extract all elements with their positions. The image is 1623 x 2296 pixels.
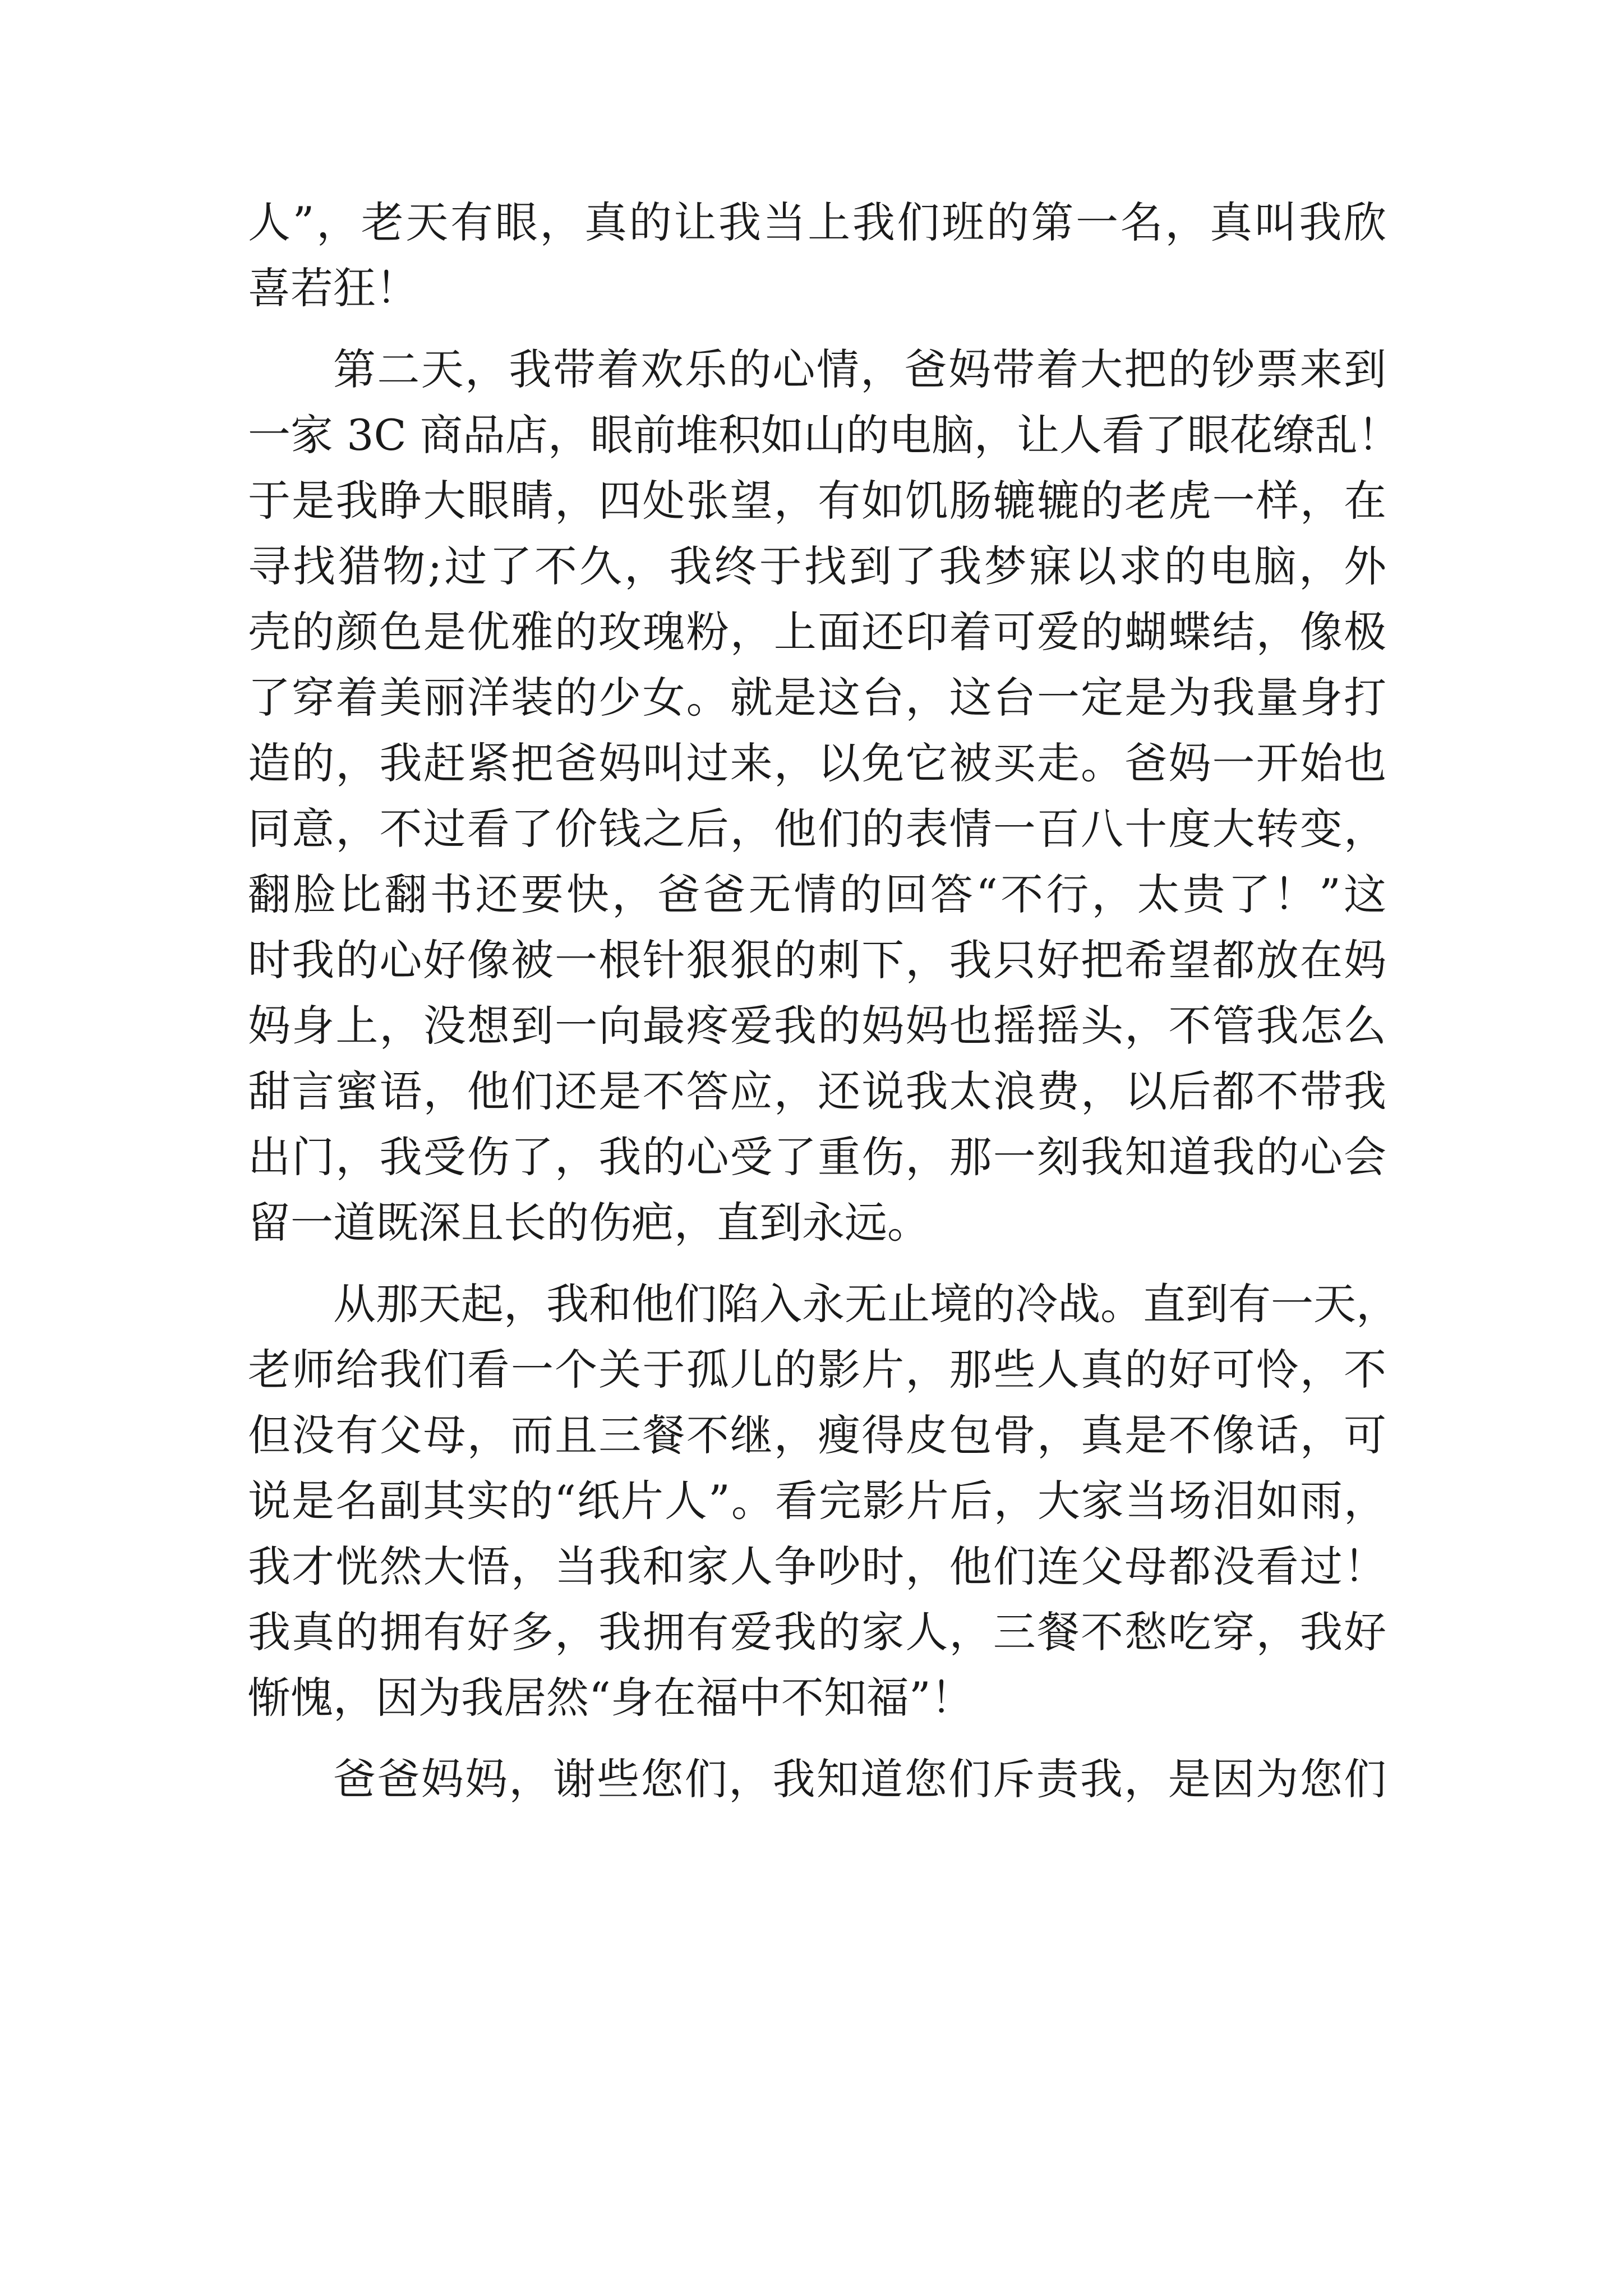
text-line: 妈身上，没想到一向最疼爱我的妈妈也摇摇头，不管我怎么 (248, 1001, 1386, 1051)
text-line: 惭愧，因为我居然“身在福中不知福”！ (248, 1673, 974, 1723)
document-body (248, 190, 1400, 1812)
text-line: 时我的心好像被一根针狠狠的刺下，我只好把希望都放在妈 (248, 935, 1386, 985)
text-line: 于是我睁大眼睛，四处张望，有如饥肠辘辘的老虎一样，在 (248, 476, 1386, 526)
text-line: 留一道既深且长的伤疤，直到永远。 (248, 1198, 930, 1248)
paragraph-first-line: 从那天起，我和他们陷入永无止境的冷战。直到有一天， (333, 1279, 1399, 1329)
text-line: 老师给我们看一个关于孤儿的影片，那些人真的好可怜，不 (248, 1345, 1386, 1395)
text-line: 喜若狂！ (248, 263, 418, 313)
text-line: 我才恍然大悟，当我和家人争吵时，他们连父母都没看过！ (248, 1542, 1386, 1591)
text-line: 造的，我赶紧把爸妈叫过来，以免它被买走。爸妈一开始也 (248, 738, 1386, 788)
text-line: 翻脸比翻书还要快，爸爸无情的回答“不行，太贵了！”这 (248, 869, 1386, 919)
text-line: 一家 3C 商品店，眼前堆积如山的电脑，让人看了眼花缭乱！ (248, 410, 1400, 460)
text-line: 甜言蜜语，他们还是不答应，还说我太浪费，以后都不带我 (248, 1066, 1386, 1116)
paragraph-first-line: 爸爸妈妈，谢些您们，我知道您们斥责我，是因为您们 (333, 1754, 1386, 1804)
text-line: 我真的拥有好多，我拥有爱我的家人，三餐不愁吃穿，我好 (248, 1607, 1386, 1657)
text-line: 出门，我受伤了，我的心受了重伤，那一刻我知道我的心会 (248, 1132, 1386, 1182)
text-line: 同意，不过看了价钱之后，他们的表情一百八十度大转变， (248, 804, 1386, 854)
text-line: 了穿着美丽洋装的少女。就是这台，这台一定是为我量身打 (248, 673, 1386, 723)
text-line: 人”，老天有眼，真的让我当上我们班的第一名，真叫我欣 (248, 197, 1386, 247)
text-line: 但没有父母，而且三餐不继，瘦得皮包骨，真是不像话，可 (248, 1410, 1386, 1460)
text-line: 寻找猎物;过了不久，我终于找到了我梦寐以求的电脑，外 (248, 541, 1386, 591)
paragraph-first-line: 第二天，我带着欢乐的心情，爸妈带着大把的钞票来到 (333, 344, 1386, 394)
text-line: 说是名副其实的“纸片人”。看完影片后，大家当场泪如雨， (248, 1476, 1386, 1526)
text-line: 壳的颜色是优雅的玫瑰粉，上面还印着可爱的蝴蝶结，像极 (248, 607, 1386, 657)
